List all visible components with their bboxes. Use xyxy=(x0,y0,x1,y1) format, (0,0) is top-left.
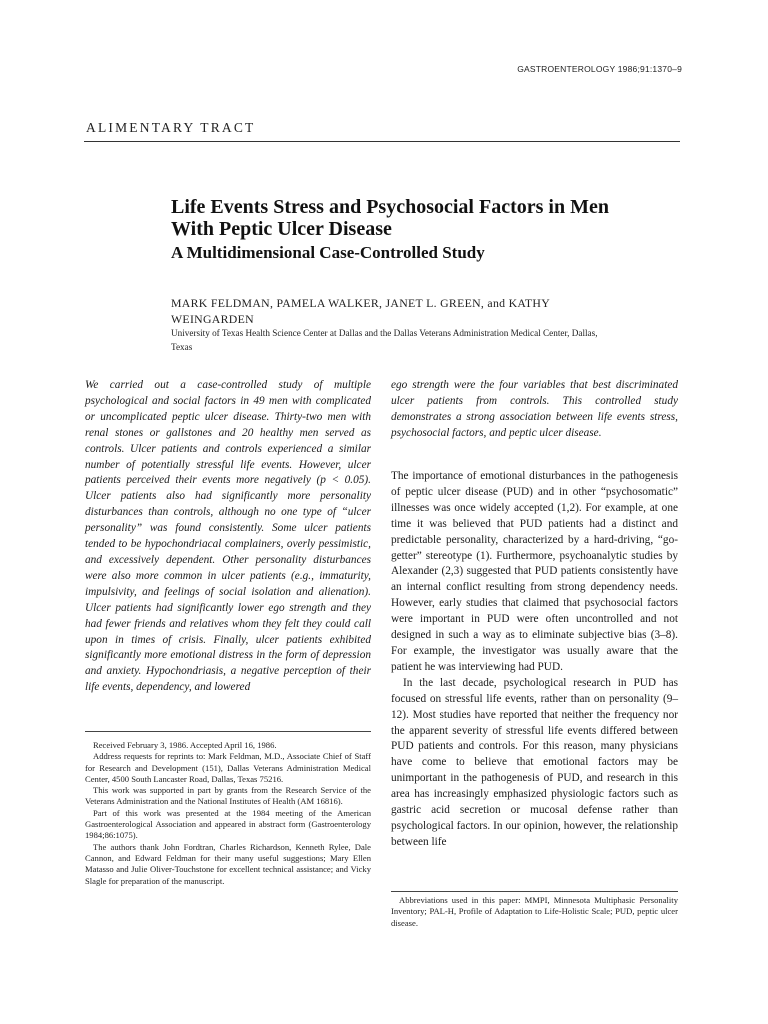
abstract-part-2: ego strength were the four variables that best discriminated ulcer patients from controls. This controlled study demonstrates a strong association between life events stress, psychosocial factors, and peptic ulcer disease. xyxy=(391,379,678,439)
section-heading: ALIMENTARY TRACT xyxy=(86,120,256,135)
body-text xyxy=(391,469,678,851)
footnotes xyxy=(85,740,371,887)
article-title: Life Events Stress and Psychosocial Factors in Men With Peptic Ulcer Disease xyxy=(171,196,609,240)
footnote-rule xyxy=(85,731,371,732)
footnote-acknowledgments: The authors thank John Fordtran, Charles Richardson, Kenneth Rylee, Dale Cannon, and Edward Feldman for their many useful suggestions; Mary Ellen Matasso and Julie Oliver-Touchstone for excellent technical assistance; and Vicky Slagle for preparation of the manuscript. xyxy=(85,841,371,886)
article-subtitle: A Multidimensional Case-Controlled Study xyxy=(171,243,485,262)
footnote-reprints: Address requests for reprints to: Mark Feldman, M.D., Associate Chief of Staff for Research and Development (151), Dallas Veterans Administration Medical Center, 4500 South Lancaster Road, Dallas, Texas 75216. xyxy=(85,751,371,784)
title-block xyxy=(171,196,651,264)
journal-reference: GASTROENTEROLOGY 1986;91:1370–9 xyxy=(517,64,682,74)
abstract-part-1: We carried out a case-controlled study of multiple psychological and social factors in 49 men with complicated or uncomplicated peptic ulcer disease. Thirty-two men with renal stones or gallstones and 20 healthy men served as controls. Ulcer patients and controls experienced a similar number of potentially stressful life events. However, ulcer patients perceived their events more negatively (p < 0.05). Ulcer patients also had significantly more personality disturbances than controls, although no one type of “ulcer personality” was found consistently. Some ulcer patients tended to be hypochondriacal complainers, overly pessimistic, and excessively dependent. Other personality disturbances were also more common in ulcer patients (e.g., immaturity, impulsivity, and feelings of social isolation and alienation). Ulcer patients had significantly lower ego strength and they had fewer friends and relatives whom they felt they could call upon in times of crisis. Finally, ulcer patients exhibited significantly more emotional distress in the form of depression and anxiety. Hypochondriasis, a negative perception of their life events, dependency, and lowered xyxy=(85,379,371,694)
section-rule xyxy=(84,141,680,142)
body-paragraph: In the last decade, psychological research in PUD has focused on stressful life events, rather than on personality (9–12). Most studies have reported that neither the frequency nor the apparent severity of stressful life events differed between PUD patients and controls. For this reason, many physicians have come to believe that emotional factors may be unimportant in the pathogenesis of PUD, and research in this area has increasingly emphasized physiologic factors such as gastric acid secretion or mucosal defense rather than psychological factors. In our opinion, however, the relationship between life xyxy=(391,676,678,848)
author-list: MARK FELDMAN, PAMELA WALKER, JANET L. GREEN, and KATHY WEINGARDEN xyxy=(171,296,550,326)
footnote-presentation: Part of this work was presented at the 1984 meeting of the American Gastroenterological Association and appeared in abstract form (Gastroenterology 1984;86:1075). xyxy=(85,807,371,841)
footnote-received: Received February 3, 1986. Accepted April 16, 1986. xyxy=(93,740,277,750)
body-paragraph: The importance of emotional disturbances in the pathogenesis of peptic ulcer disease (PUD) and in other “psychosomatic” illnesses was once widely accepted (1,2). For example, at one time it was believed that PUD patients had a distinct and predictable personality, characterized by a hard-driving, “go-getter” stereotype (1). Furthermore, psychoanalytic studies by Alexander (2,3) suggested that PUD patients consistently have an internal conflict resulting from strong dependency needs. However, early studies that claimed that psychosocial factors were important in PUD were often uncontrolled and not designed in such a way as to eliminate subjective bias (3–8). For example, the investigator was usually aware that the patient he was interviewing had PUD. xyxy=(391,470,678,673)
author-affiliation: University of Texas Health Science Center at Dallas and the Dallas Veterans Administration Medical Center, Dallas, Texas xyxy=(171,328,598,352)
abbreviations-note: Abbreviations used in this paper: MMPI, Minnesota Multiphasic Personality Inventory; PAL-H, Profile of Adaptation to Life-Holistic Scale; PUD, peptic ulcer disease. xyxy=(391,895,678,928)
abbreviations-rule xyxy=(391,891,678,892)
footnote-support: This work was supported in part by grants from the Research Service of the Veterans Administration and the National Institutes of Health (AM 16816). xyxy=(85,785,371,807)
